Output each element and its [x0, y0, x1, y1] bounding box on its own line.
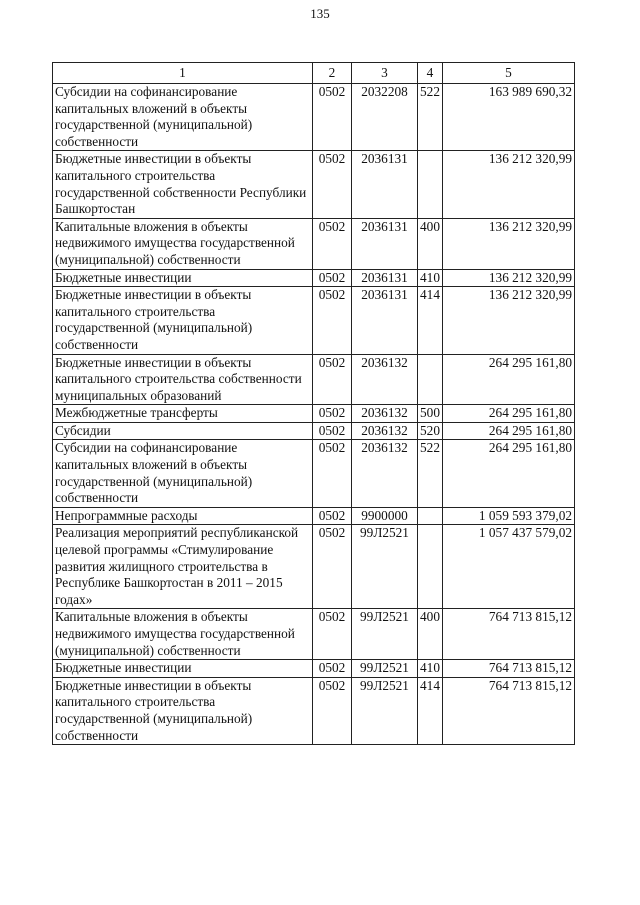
row-expense-type	[418, 151, 443, 218]
row-expense-type	[418, 507, 443, 525]
row-name: Капитальные вложения в объекты недвижимого имущества государственной (муниципальной) собственности	[53, 609, 313, 660]
row-section-code: 0502	[313, 218, 352, 269]
row-name: Непрограммные расходы	[53, 507, 313, 525]
row-section-code: 0502	[313, 354, 352, 405]
row-name: Бюджетные инвестиции в объекты капитального строительства государственной (муниципальной) собственности	[53, 287, 313, 354]
row-name: Бюджетные инвестиции в объекты капитального строительства государственной собственности Республики Башкортостан	[53, 151, 313, 218]
row-amount: 764 713 815,12	[443, 677, 575, 744]
row-amount: 136 212 320,99	[443, 218, 575, 269]
row-expense-type: 400	[418, 609, 443, 660]
table-row	[53, 269, 575, 287]
table-row	[53, 287, 575, 354]
row-section-code: 0502	[313, 287, 352, 354]
row-amount: 1 057 437 579,02	[443, 525, 575, 609]
row-section-code: 0502	[313, 405, 352, 423]
table-row	[53, 609, 575, 660]
row-target-code: 2036131	[352, 218, 418, 269]
table-row	[53, 405, 575, 423]
row-target-code: 9900000	[352, 507, 418, 525]
budget-table	[52, 62, 575, 745]
row-name: Межбюджетные трансферты	[53, 405, 313, 423]
row-amount: 136 212 320,99	[443, 269, 575, 287]
row-amount: 764 713 815,12	[443, 609, 575, 660]
row-expense-type: 500	[418, 405, 443, 423]
row-section-code: 0502	[313, 609, 352, 660]
row-section-code: 0502	[313, 422, 352, 440]
table-row	[53, 422, 575, 440]
table-row	[53, 440, 575, 507]
row-name: Бюджетные инвестиции в объекты капитального строительства собственности муниципальных образований	[53, 354, 313, 405]
row-section-code: 0502	[313, 660, 352, 678]
row-section-code: 0502	[313, 151, 352, 218]
row-expense-type	[418, 525, 443, 609]
row-target-code: 2036131	[352, 269, 418, 287]
row-expense-type: 522	[418, 84, 443, 151]
row-name: Капитальные вложения в объекты недвижимого имущества государственной (муниципальной) собственности	[53, 218, 313, 269]
header-col-2: 2	[313, 63, 352, 84]
row-amount: 764 713 815,12	[443, 660, 575, 678]
row-expense-type: 522	[418, 440, 443, 507]
table-row	[53, 677, 575, 744]
row-section-code: 0502	[313, 507, 352, 525]
row-expense-type: 410	[418, 269, 443, 287]
page-number: 135	[310, 6, 330, 21]
row-section-code: 0502	[313, 677, 352, 744]
row-expense-type: 414	[418, 287, 443, 354]
row-name: Реализация мероприятий республиканской целевой программы «Стимулирование развития жилищного строительства в Республике Башкортостан в 2011 – 2015 годах»	[53, 525, 313, 609]
row-amount: 264 295 161,80	[443, 440, 575, 507]
row-expense-type	[418, 354, 443, 405]
header-col-5: 5	[443, 63, 575, 84]
row-name: Субсидии на софинансирование капитальных вложений в объекты государственной (муниципальной) собственности	[53, 440, 313, 507]
row-expense-type: 400	[418, 218, 443, 269]
row-target-code: 99Л2521	[352, 660, 418, 678]
row-amount: 264 295 161,80	[443, 422, 575, 440]
row-amount: 264 295 161,80	[443, 354, 575, 405]
row-target-code: 2036131	[352, 151, 418, 218]
row-section-code: 0502	[313, 440, 352, 507]
row-target-code: 2032208	[352, 84, 418, 151]
row-amount: 136 212 320,99	[443, 287, 575, 354]
row-target-code: 99Л2521	[352, 609, 418, 660]
row-target-code: 2036132	[352, 422, 418, 440]
row-section-code: 0502	[313, 84, 352, 151]
row-target-code: 2036131	[352, 287, 418, 354]
row-name: Бюджетные инвестиции	[53, 269, 313, 287]
row-expense-type: 410	[418, 660, 443, 678]
row-target-code: 99Л2521	[352, 525, 418, 609]
row-name: Субсидии на софинансирование капитальных вложений в объекты государственной (муниципальной) собственности	[53, 84, 313, 151]
row-section-code: 0502	[313, 269, 352, 287]
table-header-row	[53, 63, 575, 84]
table-row	[53, 84, 575, 151]
row-name: Бюджетные инвестиции в объекты капитального строительства государственной (муниципальной) собственности	[53, 677, 313, 744]
row-section-code: 0502	[313, 525, 352, 609]
table-row	[53, 660, 575, 678]
header-col-3: 3	[352, 63, 418, 84]
row-amount: 1 059 593 379,02	[443, 507, 575, 525]
table-row	[53, 354, 575, 405]
header-col-1: 1	[53, 63, 313, 84]
table-row	[53, 218, 575, 269]
row-expense-type: 520	[418, 422, 443, 440]
table-row	[53, 151, 575, 218]
table-row	[53, 507, 575, 525]
table-row	[53, 525, 575, 609]
header-col-4: 4	[418, 63, 443, 84]
row-target-code: 2036132	[352, 354, 418, 405]
row-name: Бюджетные инвестиции	[53, 660, 313, 678]
row-target-code: 2036132	[352, 440, 418, 507]
row-amount: 264 295 161,80	[443, 405, 575, 423]
row-amount: 136 212 320,99	[443, 151, 575, 218]
row-name: Субсидии	[53, 422, 313, 440]
row-expense-type: 414	[418, 677, 443, 744]
row-target-code: 2036132	[352, 405, 418, 423]
row-target-code: 99Л2521	[352, 677, 418, 744]
row-amount: 163 989 690,32	[443, 84, 575, 151]
